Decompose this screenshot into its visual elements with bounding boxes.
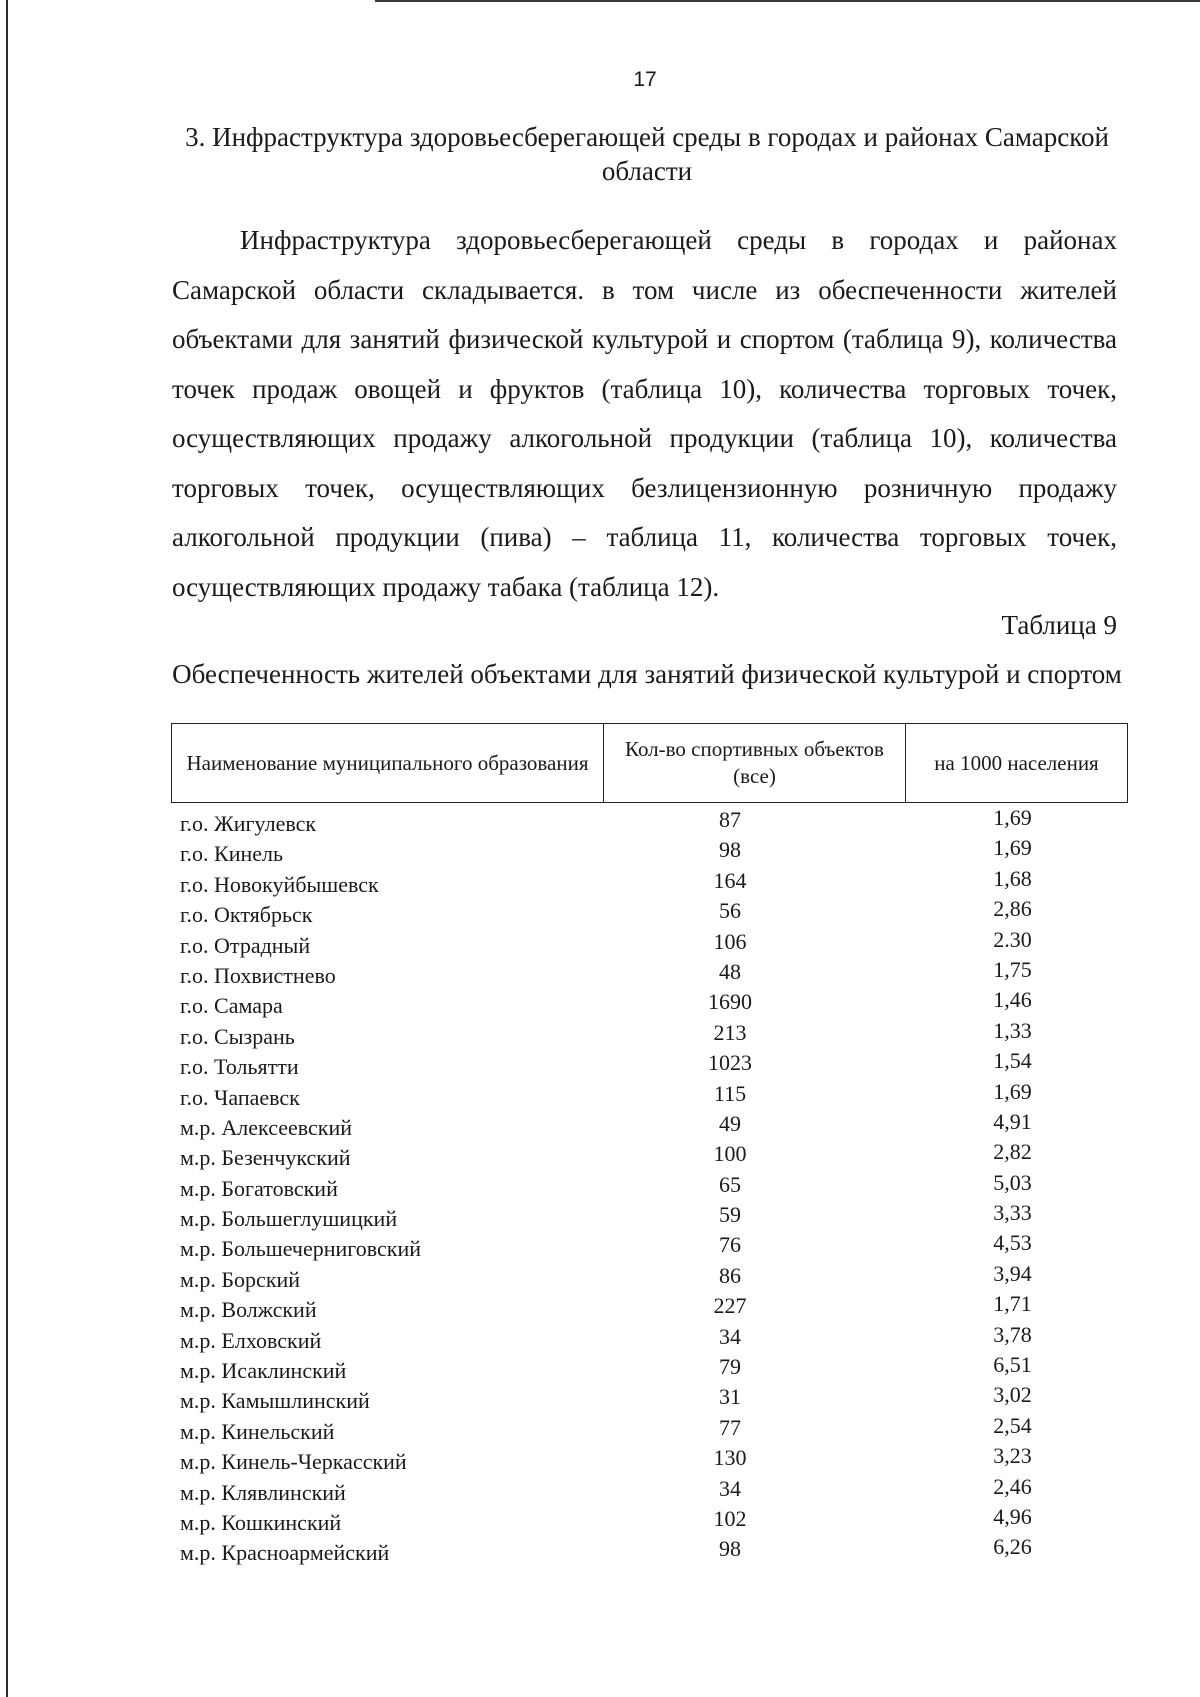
page-edge-top [375, 0, 1200, 2]
cell-rate: 6,51 [993, 1352, 1032, 1378]
cell-name: м.р. Исаклинский [180, 1358, 347, 1384]
table-row [0, 1474, 1200, 1504]
table-row [0, 987, 1200, 1017]
cell-rate: 4,53 [993, 1230, 1032, 1256]
table-row [0, 1291, 1200, 1321]
table-row [0, 1230, 1200, 1260]
cell-rate: 2.30 [993, 926, 1032, 952]
cell-name: м.р. Волжский [180, 1297, 317, 1323]
page-number: 17 [633, 68, 657, 91]
table-row [0, 1382, 1200, 1412]
table-row [0, 896, 1200, 926]
cell-count: 77 [719, 1414, 741, 1440]
cell-count: 164 [713, 867, 747, 893]
cell-name: м.р. Кинельский [180, 1418, 335, 1444]
cell-count: 1023 [708, 1050, 752, 1076]
cell-name: м.р. Богатовский [180, 1175, 338, 1201]
cell-count: 34 [719, 1475, 741, 1501]
cell-rate: 3,02 [993, 1382, 1032, 1408]
table-row [0, 1261, 1200, 1291]
cell-rate: 1,69 [993, 835, 1032, 861]
cell-name: г.о. Октябрьск [180, 902, 313, 928]
table-label: Таблица 9 [1001, 610, 1117, 640]
cell-name: г.о. Самара [180, 993, 283, 1019]
cell-name: м.р. Алексеевский [180, 1114, 353, 1140]
table-row [0, 1504, 1200, 1534]
table-row [0, 1048, 1200, 1078]
cell-count: 87 [719, 807, 741, 832]
cell-rate: 3,78 [993, 1321, 1032, 1347]
cell-count: 79 [719, 1354, 741, 1380]
table-row [0, 1443, 1200, 1473]
table-row [0, 1018, 1200, 1048]
cell-count: 98 [719, 1536, 741, 1562]
cell-rate: 2,86 [993, 896, 1032, 922]
cell-rate: 1,69 [993, 805, 1032, 830]
cell-count: 227 [713, 1293, 747, 1319]
cell-count: 48 [719, 958, 741, 984]
table-row [0, 835, 1200, 865]
cell-count: 49 [719, 1110, 741, 1136]
cell-name: м.р. Камышлинский [180, 1388, 370, 1414]
cell-rate: 1,54 [993, 1048, 1032, 1074]
header-rate: на 1000 населения [906, 724, 1128, 803]
table-title: Обеспеченность жителей объектами для занятий физической культурой и спортом [172, 659, 1122, 689]
cell-name: г.о. Жигулевск [180, 811, 317, 836]
table-row [0, 927, 1200, 957]
cell-count: 59 [719, 1202, 741, 1228]
cell-name: г.о. Отрадный [180, 932, 311, 958]
cell-name: м.р. Большечерниговский [180, 1236, 422, 1262]
cell-rate: 3,23 [993, 1443, 1032, 1469]
cell-name: г.о. Тольятти [180, 1054, 299, 1080]
cell-count: 56 [719, 898, 741, 924]
cell-count: 31 [719, 1384, 741, 1410]
cell-count: 65 [719, 1171, 741, 1197]
cell-name: м.р. Елховский [180, 1327, 322, 1353]
cell-rate: 6,26 [993, 1534, 1032, 1560]
table-row [0, 1170, 1200, 1200]
cell-rate: 1,33 [993, 1017, 1032, 1043]
table-row [0, 805, 1200, 835]
cell-count: 213 [713, 1019, 747, 1045]
cell-name: г.о. Кинель [180, 841, 284, 867]
cell-count: 102 [713, 1505, 747, 1531]
cell-rate: 2,82 [993, 1139, 1032, 1165]
cell-name: г.о. Сызрань [180, 1023, 295, 1049]
cell-rate: 1,69 [993, 1078, 1032, 1104]
cell-count: 106 [713, 928, 747, 954]
table-row [0, 1079, 1200, 1109]
cell-name: г.о. Новокуйбышевск [180, 871, 379, 897]
cell-name: м.р. Кошкинский [180, 1509, 342, 1535]
header-count: Кол-во спортивных объектов (все) [604, 724, 906, 803]
table-row [0, 1139, 1200, 1169]
table-header [171, 723, 1128, 803]
cell-name: г.о. Чапаевск [180, 1084, 300, 1110]
cell-name: м.р. Большеглушицкий [180, 1206, 398, 1232]
cell-name: м.р. Борский [180, 1266, 301, 1292]
cell-rate: 4,91 [993, 1108, 1032, 1134]
cell-rate: 3,33 [993, 1200, 1032, 1226]
section-title: 3. Инфраструктура здоровьесберегающей среды в городах и районах Самарской области [185, 122, 1109, 186]
table-row [0, 1109, 1200, 1139]
cell-rate: 2,46 [993, 1473, 1032, 1499]
cell-count: 86 [719, 1262, 741, 1288]
table-row [0, 1352, 1200, 1382]
table-row [0, 866, 1200, 896]
header-name: Наименование муниципального образования [172, 724, 604, 803]
cell-rate: 2,54 [993, 1412, 1032, 1438]
cell-rate: 1,71 [993, 1291, 1032, 1317]
cell-name: г.о. Похвистнево [180, 962, 336, 988]
table-row [0, 1322, 1200, 1352]
cell-count: 76 [719, 1232, 741, 1258]
cell-count: 100 [713, 1141, 747, 1167]
cell-name: м.р. Клявлинский [180, 1479, 346, 1505]
cell-rate: 1,46 [993, 987, 1032, 1013]
cell-count: 98 [719, 837, 741, 863]
cell-rate: 3,94 [993, 1260, 1032, 1286]
cell-count: 130 [713, 1445, 747, 1471]
cell-count: 1690 [708, 989, 752, 1015]
table-row [0, 1534, 1200, 1564]
table-row [0, 957, 1200, 987]
cell-rate: 4,96 [993, 1503, 1032, 1529]
cell-rate: 1,68 [993, 865, 1032, 891]
table-body [0, 805, 1200, 1565]
cell-name: м.р. Кинель-Черкасский [180, 1449, 407, 1475]
cell-name: м.р. Безенчукский [180, 1145, 351, 1171]
table-row [0, 1413, 1200, 1443]
cell-rate: 1,75 [993, 956, 1032, 982]
cell-count: 115 [713, 1080, 747, 1106]
table-row [0, 1200, 1200, 1230]
paragraph-text: Инфраструктура здоровьесберегающей среды в городах и районах Самарской области складывается. в том числе из обеспеченности жителей объектами для занятий физической культурой и спортом (таблица 9), количества точек продаж овощей и фруктов (таблица 10), количества торговых точек, осуществляющих продажу алкогольной продукции (таблица 10), количества торговых точек, осуществляющих безлицензионную розничную продажу алкогольной продукции (пива) – таблица 11, количества торговых точек, осуществляющих продажу табака (таблица 12). [172, 225, 1117, 602]
body-paragraph [172, 216, 1117, 612]
cell-count: 34 [719, 1323, 741, 1349]
cell-name: м.р. Красноармейский [180, 1540, 390, 1566]
cell-rate: 5,03 [993, 1169, 1032, 1195]
